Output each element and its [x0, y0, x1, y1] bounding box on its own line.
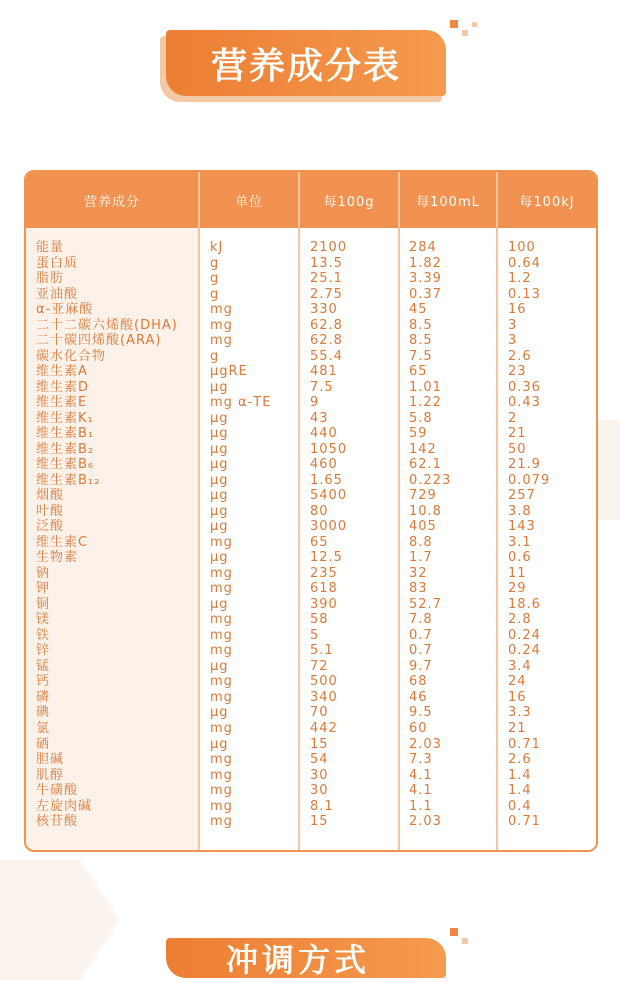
- nutrient-name: 磷: [36, 689, 51, 705]
- nutrient-name: 维生素K₁: [36, 410, 94, 426]
- value-per-100g: 80: [310, 503, 329, 519]
- value-per-100ml: 1.01: [409, 379, 442, 395]
- value-per-100g: 15: [310, 814, 329, 830]
- header-per-100g: 每100g: [323, 194, 375, 210]
- value-per-100ml: 284: [409, 240, 437, 255]
- table-row: [26, 721, 596, 737]
- unit: μg: [210, 596, 229, 612]
- unit: μg: [210, 488, 229, 504]
- value-per-100kj: 3.4: [508, 658, 532, 674]
- unit: μg: [210, 519, 229, 535]
- header-unit: 单位: [234, 194, 263, 210]
- next-section-title: 冲调方式: [166, 938, 446, 978]
- value-per-100kj: 1.2: [508, 271, 532, 287]
- nutrient-name: 蛋白质: [36, 255, 79, 271]
- value-per-100g: 235: [310, 565, 338, 581]
- value-per-100ml: 60: [409, 720, 428, 736]
- value-per-100ml: 3.39: [409, 271, 442, 287]
- value-per-100kj: 0.36: [508, 379, 541, 395]
- table-row: [26, 488, 596, 504]
- value-per-100kj: 21: [508, 426, 527, 442]
- value-per-100kj: 100: [508, 240, 536, 255]
- nutrient-name: 烟酸: [36, 488, 65, 504]
- nutrient-name: 核苷酸: [36, 814, 79, 830]
- nutrient-name: 泛酸: [36, 519, 65, 535]
- table-row: [26, 674, 596, 690]
- decor-square-light: [462, 938, 468, 944]
- value-per-100g: 12.5: [310, 550, 343, 566]
- table-row: [26, 457, 596, 473]
- table-row: [26, 612, 596, 628]
- table-body: [26, 240, 596, 830]
- unit: μg: [210, 472, 229, 488]
- value-per-100g: 58: [310, 612, 329, 628]
- value-per-100g: 5400: [310, 488, 348, 504]
- value-per-100kj: 21.9: [508, 457, 541, 473]
- value-per-100ml: 0.7: [409, 627, 433, 643]
- nutrient-name: 能量: [36, 240, 65, 255]
- value-per-100g: 618: [310, 581, 338, 597]
- value-per-100kj: 11: [508, 565, 527, 581]
- value-per-100g: 481: [310, 364, 338, 380]
- value-per-100kj: 3.1: [508, 534, 532, 550]
- table-header: [26, 172, 596, 228]
- unit: mg α-TE: [210, 395, 272, 411]
- nutrient-name: 维生素B₁₂: [36, 472, 101, 488]
- value-per-100ml: 8.8: [409, 534, 433, 550]
- value-per-100g: 2100: [310, 240, 348, 255]
- table-row: [26, 519, 596, 535]
- table-row: [26, 768, 596, 784]
- unit: mg: [210, 581, 233, 597]
- nutrient-name: 左旋肉碱: [36, 798, 93, 814]
- value-per-100ml: 32: [409, 565, 428, 581]
- value-per-100ml: 9.7: [409, 658, 433, 674]
- table-row: [26, 271, 596, 287]
- table-row: [26, 581, 596, 597]
- value-per-100kj: 0.6: [508, 550, 532, 566]
- unit: g: [210, 286, 220, 302]
- value-per-100kj: 23: [508, 364, 527, 380]
- table-row: [26, 690, 596, 706]
- value-per-100g: 70: [310, 705, 329, 721]
- value-per-100kj: 0.71: [508, 736, 541, 752]
- unit: mg: [210, 798, 233, 814]
- table-row: [26, 380, 596, 396]
- nutrient-name: 维生素C: [36, 534, 89, 550]
- nutrient-name: 钙: [36, 674, 51, 690]
- unit: μg: [210, 705, 229, 721]
- value-per-100kj: 29: [508, 581, 527, 597]
- nutrient-name: 叶酸: [36, 503, 65, 519]
- table-row: [26, 597, 596, 613]
- table-row: [26, 799, 596, 815]
- value-per-100g: 500: [310, 674, 338, 690]
- value-per-100ml: 45: [409, 302, 428, 318]
- unit: μg: [210, 658, 229, 674]
- table-row: [26, 395, 596, 411]
- table-row: [26, 442, 596, 458]
- unit: mg: [210, 643, 233, 659]
- unit: mg: [210, 689, 233, 705]
- unit: mg: [210, 783, 233, 799]
- value-per-100kj: 24: [508, 674, 527, 690]
- unit: μg: [210, 550, 229, 566]
- value-per-100g: 5.1: [310, 643, 334, 659]
- nutrient-name: 钠: [36, 565, 51, 581]
- value-per-100g: 7.5: [310, 379, 334, 395]
- unit: kJ: [210, 240, 224, 255]
- nutrient-name: 二十二碳六烯酸(DHA): [36, 317, 178, 333]
- value-per-100g: 440: [310, 426, 338, 442]
- value-per-100ml: 62.1: [409, 457, 442, 473]
- value-per-100ml: 729: [409, 488, 437, 504]
- value-per-100ml: 65: [409, 364, 428, 380]
- nutrient-name: 钾: [36, 581, 51, 597]
- table-row: [26, 566, 596, 582]
- nutrient-name: 氯: [36, 720, 51, 736]
- value-per-100kj: 143: [508, 519, 536, 535]
- value-per-100kj: 3: [508, 317, 518, 333]
- value-per-100ml: 7.5: [409, 348, 433, 364]
- table-row: [26, 814, 596, 830]
- unit: mg: [210, 317, 233, 333]
- nutrient-name: 碘: [36, 705, 51, 721]
- value-per-100g: 9: [310, 395, 320, 411]
- unit: μg: [210, 503, 229, 519]
- unit: μg: [210, 410, 229, 426]
- nutrient-name: 锌: [36, 643, 51, 659]
- page-title: 营养成分表: [166, 30, 446, 96]
- nutrient-name: 牛磺酸: [36, 783, 79, 799]
- table-row: [26, 318, 596, 334]
- value-per-100g: 55.4: [310, 348, 343, 364]
- value-per-100kj: 0.13: [508, 286, 541, 302]
- nutrition-table: [24, 170, 598, 852]
- nutrient-name: 锰: [36, 658, 51, 674]
- value-per-100g: 62.8: [310, 317, 343, 333]
- unit: mg: [210, 333, 233, 349]
- value-per-100ml: 59: [409, 426, 428, 442]
- table-row: [26, 752, 596, 768]
- value-per-100ml: 405: [409, 519, 437, 535]
- value-per-100kj: 0.4: [508, 798, 532, 814]
- table-row: [26, 364, 596, 380]
- value-per-100g: 8.1: [310, 798, 334, 814]
- table-row: [26, 256, 596, 272]
- value-per-100g: 15: [310, 736, 329, 752]
- decor-square-light: [462, 30, 468, 36]
- header-nutrient: 营养成分: [83, 194, 140, 210]
- value-per-100ml: 52.7: [409, 596, 442, 612]
- value-per-100g: 330: [310, 302, 338, 318]
- value-per-100g: 62.8: [310, 333, 343, 349]
- table-row: [26, 426, 596, 442]
- header-per-100kj: 每100kJ: [519, 194, 575, 210]
- value-per-100ml: 8.5: [409, 333, 433, 349]
- table-row: [26, 659, 596, 675]
- value-per-100ml: 7.3: [409, 752, 433, 768]
- nutrient-name: 胆碱: [36, 752, 65, 768]
- unit: μg: [210, 441, 229, 457]
- value-per-100kj: 16: [508, 689, 527, 705]
- decor-square: [450, 928, 458, 936]
- table-row: [26, 473, 596, 489]
- table-row: [26, 628, 596, 644]
- table-row: [26, 240, 596, 256]
- unit: mg: [210, 534, 233, 550]
- nutrient-name: 铜: [36, 596, 51, 612]
- value-per-100g: 460: [310, 457, 338, 473]
- table-row: [26, 643, 596, 659]
- value-per-100g: 5: [310, 627, 320, 643]
- unit: μg: [210, 736, 229, 752]
- value-per-100ml: 0.37: [409, 286, 442, 302]
- nutrient-name: 维生素E: [36, 395, 88, 411]
- value-per-100kj: 16: [508, 302, 527, 318]
- unit: mg: [210, 814, 233, 830]
- nutrient-name: 维生素B₂: [36, 441, 95, 457]
- background-hexagon-left: [0, 860, 120, 980]
- value-per-100kj: 0.24: [508, 643, 541, 659]
- nutrient-name: 脂肪: [36, 271, 65, 287]
- value-per-100kj: 2.6: [508, 348, 532, 364]
- unit: μg: [210, 457, 229, 473]
- table-row: [26, 349, 596, 365]
- value-per-100ml: 0.223: [409, 472, 452, 488]
- value-per-100ml: 2.03: [409, 814, 442, 830]
- value-per-100ml: 7.8: [409, 612, 433, 628]
- value-per-100ml: 68: [409, 674, 428, 690]
- table-row: [26, 550, 596, 566]
- table-row: [26, 737, 596, 753]
- value-per-100kj: 2.6: [508, 752, 532, 768]
- value-per-100ml: 1.1: [409, 798, 433, 814]
- table-row: [26, 302, 596, 318]
- value-per-100g: 30: [310, 783, 329, 799]
- nutrient-name: 维生素A: [36, 364, 88, 380]
- value-per-100g: 2.75: [310, 286, 343, 302]
- nutrient-name: α-亚麻酸: [36, 302, 94, 318]
- value-per-100kj: 0.079: [508, 472, 551, 488]
- table-row: [26, 411, 596, 427]
- value-per-100ml: 4.1: [409, 767, 433, 783]
- value-per-100ml: 2.03: [409, 736, 442, 752]
- value-per-100ml: 1.7: [409, 550, 433, 566]
- unit: mg: [210, 627, 233, 643]
- value-per-100kj: 1.4: [508, 767, 532, 783]
- nutrient-name: 维生素B₁: [36, 426, 95, 442]
- unit: g: [210, 271, 220, 287]
- value-per-100g: 43: [310, 410, 329, 426]
- table-row: [26, 504, 596, 520]
- value-per-100kj: 0.43: [508, 395, 541, 411]
- value-per-100kj: 257: [508, 488, 536, 504]
- value-per-100ml: 9.5: [409, 705, 433, 721]
- value-per-100kj: 1.4: [508, 783, 532, 799]
- nutrient-name: 二十碳四烯酸(ARA): [36, 333, 162, 349]
- unit: mg: [210, 674, 233, 690]
- value-per-100ml: 5.8: [409, 410, 433, 426]
- table-row: [26, 783, 596, 799]
- unit: mg: [210, 752, 233, 768]
- value-per-100g: 442: [310, 720, 338, 736]
- value-per-100kj: 18.6: [508, 596, 541, 612]
- nutrient-name: 维生素B₆: [36, 457, 95, 473]
- table-row: [26, 333, 596, 349]
- nutrient-name: 硒: [36, 736, 51, 752]
- unit: g: [210, 348, 220, 364]
- value-per-100g: 3000: [310, 519, 348, 535]
- value-per-100ml: 10.8: [409, 503, 442, 519]
- value-per-100ml: 1.82: [409, 255, 442, 271]
- value-per-100ml: 8.5: [409, 317, 433, 333]
- value-per-100g: 54: [310, 752, 329, 768]
- nutrient-name: 亚油酸: [36, 286, 79, 302]
- unit: μg: [210, 379, 229, 395]
- decor-square: [450, 20, 458, 28]
- value-per-100kj: 3.8: [508, 503, 532, 519]
- value-per-100g: 1050: [310, 441, 348, 457]
- nutrient-name: 铁: [36, 627, 51, 643]
- value-per-100kj: 2: [508, 410, 518, 426]
- value-per-100ml: 0.7: [409, 643, 433, 659]
- unit: μg: [210, 426, 229, 442]
- value-per-100g: 390: [310, 596, 338, 612]
- unit: mg: [210, 767, 233, 783]
- nutrient-name: 生物素: [36, 550, 79, 566]
- nutrient-name: 镁: [36, 612, 51, 628]
- decor-square-light: [472, 22, 477, 27]
- nutrient-name: 肌醇: [36, 767, 65, 783]
- value-per-100g: 1.65: [310, 472, 343, 488]
- unit: mg: [210, 612, 233, 628]
- value-per-100ml: 142: [409, 441, 437, 457]
- value-per-100kj: 2.8: [508, 612, 532, 628]
- nutrient-name: 维生素D: [36, 379, 90, 395]
- table-row: [26, 535, 596, 551]
- value-per-100kj: 0.24: [508, 627, 541, 643]
- table-row: [26, 705, 596, 721]
- header-per-100ml: 每100mL: [416, 194, 480, 210]
- unit: mg: [210, 565, 233, 581]
- value-per-100ml: 46: [409, 689, 428, 705]
- value-per-100g: 340: [310, 689, 338, 705]
- value-per-100g: 25.1: [310, 271, 343, 287]
- value-per-100kj: 3.3: [508, 705, 532, 721]
- value-per-100ml: 4.1: [409, 783, 433, 799]
- unit: g: [210, 255, 220, 271]
- value-per-100kj: 50: [508, 441, 527, 457]
- nutrient-name: 碳水化合物: [36, 348, 107, 364]
- value-per-100kj: 0.64: [508, 255, 541, 271]
- value-per-100g: 72: [310, 658, 329, 674]
- value-per-100g: 13.5: [310, 255, 343, 271]
- value-per-100kj: 0.71: [508, 814, 541, 830]
- unit: mg: [210, 720, 233, 736]
- value-per-100ml: 83: [409, 581, 428, 597]
- value-per-100g: 65: [310, 534, 329, 550]
- value-per-100kj: 21: [508, 720, 527, 736]
- unit: mg: [210, 302, 233, 318]
- title-banner: [160, 30, 450, 102]
- value-per-100g: 30: [310, 767, 329, 783]
- table-row: [26, 287, 596, 303]
- value-per-100kj: 3: [508, 333, 518, 349]
- value-per-100ml: 1.22: [409, 395, 442, 411]
- unit: μgRE: [210, 364, 248, 380]
